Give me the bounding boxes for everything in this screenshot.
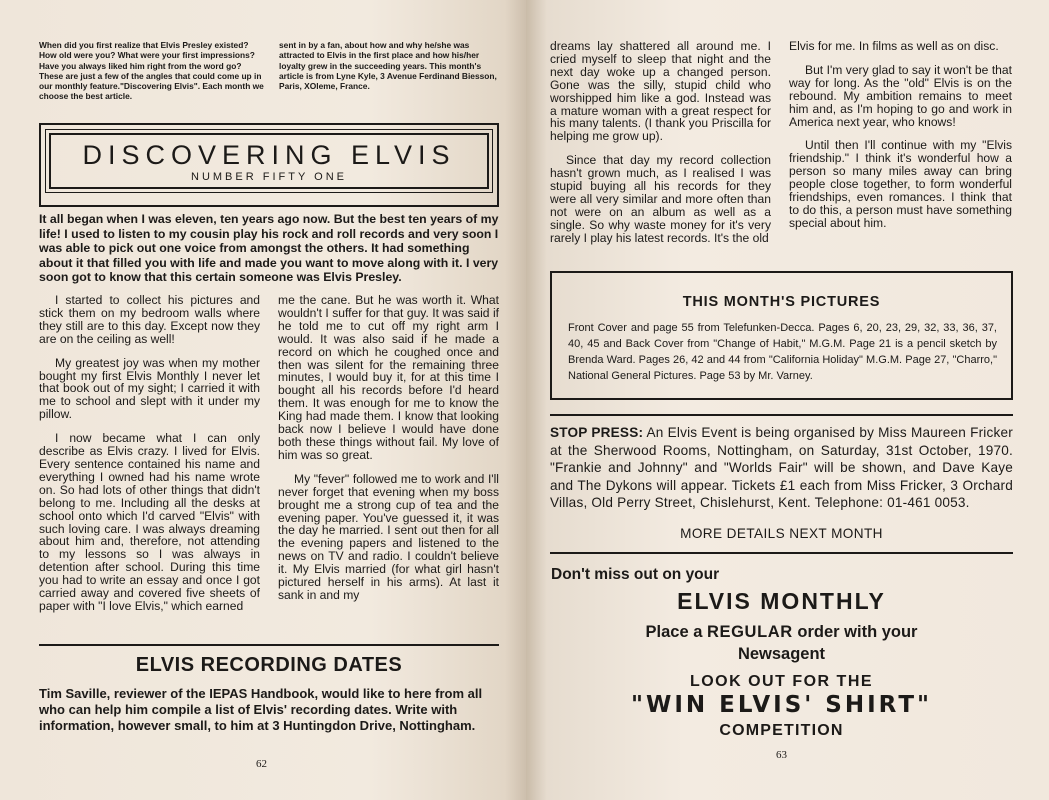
page-number-left: 62 (256, 758, 267, 770)
ad-line-5: LOOK OUT FOR THE (689, 673, 874, 690)
article-paragraph: But I'm very glad to say it won't be that way for long. As the "old" Elvis is on the rebound. My ambition remains to meet him and, as I'm hoping to go and work in America next year, who knows! (789, 62, 1012, 129)
lead-paragraph: It all began when I was eleven, ten years ago now. But the best ten years of my life! I used to listen to my cousin play his rock and roll records and very soon I was able to pick out one voice from amongst the others. It had something about it that filled you with life and made you want to move along with it. I very soon got to know that this certain someone was Elvis Presley. (39, 212, 499, 285)
article-paragraph: I started to collect his pictures and stick them on my bedroom walls where they still are to this day. Except now they are on the ceiling as well! (39, 293, 260, 346)
article-paragraph: Since that day my record collection hasn't grown much, as I realised I was stupid buying all his records for they were all very similar and more often than not were on an album as well as a single. So why waste money for it's very rarely I play his latest records. It's the old (550, 153, 771, 245)
feature-subtitle: NUMBER FIFTY ONE (191, 171, 347, 183)
article-paragraph: My "fever" followed me to work and I'll never forget that evening when my boss brought me a strong cup of tea and the evening paper. You've guessed it, it was the day he married. I sent out then for all the evening papers and listened to the news on TV and radio. I couldn't believe it. My Elvis married (for what girl hasn't pictured herself in his arms). At last it sank in and my (278, 471, 499, 602)
article-column-1 (39, 294, 260, 624)
pictures-credits-box (550, 271, 1013, 400)
ad-line-3-bold: REGULAR (707, 623, 793, 641)
divider-rule (550, 414, 1013, 416)
stop-press-label: STOP PRESS: (550, 425, 644, 440)
divider-rule (39, 644, 499, 646)
intro-note-col2: sent in by a fan, about how and why he/she was attracted to Elvis in the first place and how his/her loyalty grew in the succeeding years. This month's article is from Lyne Kyle, 3 Avenue Ferdinand Biesson, Paris, XOleme, France. (279, 40, 497, 92)
recording-dates-text: Tim Saville, reviewer of the IEPAS Handbook, would like to here from all who can help him compile a list of Elvis' recording dates. Write with information, however small, to him at 3 Huntingdon Drive, Nottingham. (39, 686, 483, 733)
article-paragraph: me the cane. But he was worth it. What wouldn't I suffer for that guy. It was said if he told me to cut off my right arm I would. It was also said if he made a record on which he coughed once and then was silent for the remaining three minutes, I would buy it, for at this time I bought all his records before I'd heard them. It was enough for me to know the King had made them. I know that looking back now I believe I would have done both these things without fail. My love of him was so great. (278, 293, 499, 462)
article-paragraph: dreams lay shattered all around me. I cried myself to sleep that night and the next day woke up a changed person. Gone was the silly, stupid child who worshipped him like a god. Instead was a mature woman with a great respect for his many talents. (I thank you Priscilla for helping me grow up). (550, 39, 771, 144)
article-continued-column-1 (550, 40, 771, 256)
pictures-heading: THIS MONTH'S PICTURES (682, 294, 881, 310)
article-continued-column-2 (789, 40, 1012, 241)
article-paragraph: My greatest joy was when my mother bought my first Elvis Monthly I never let that book out of my sight; I carried it with me to school and slept with it under my pillow. (39, 355, 260, 422)
intro-note-col1: When did you first realize that Elvis Presley existed? How old were you? What were your first impressions? Have you always liked him right from the word go? These are just a few of the angles that could come up in our monthly feature."Discovering Elvis". Each month we choose the best article. (39, 40, 264, 102)
pictures-credits-text: Front Cover and page 55 from Telefunken-Decca. Pages 6, 20, 23, 29, 32, 33, 36, 37, 40, 45 and Back Cover from "Change of Habit," M.G.M. Page 21 is a pencil sketch by Brenda Ward. Pages 26, 42 and 44 from "California Holiday" M.G.M. Page 27, "Charro," National General Pictures. Page 53 by Mr. Varney. (568, 322, 997, 382)
divider-rule (550, 552, 1013, 554)
article-paragraph: I now became what I can only describe as Elvis crazy. I lived for Elvis. Every sentence contained his name and everything I owned had his name wrote on. So had lots of other things that didn't belong to me. Including all the desks at school onto which I'd carved "Elvis" with such loving care. I was always dreaming about him and, therefore, not attending to my lessons so I was always in detention after school. During this time you had to write an essay and once I got carried away and covered five sheets of paper with "I love Elvis," which earned (39, 431, 260, 613)
article-paragraph: Until then I'll continue with my "Elvis friendship." I think it's wonderful how a person so many miles away can bring people close together, to form wonderful friendships, even romances. I think that to do this, a person must have something special about him. (789, 138, 1012, 230)
ad-line-3-pre: Place a (645, 623, 703, 641)
recording-dates-heading: ELVIS RECORDING DATES (135, 654, 403, 676)
stop-press-text: An Elvis Event is being organised by Miss Maureen Fricker at the Sherwood Rooms, Nottingham, on Saturday, 31st October, 1970. "Frankie and Johnny" and "Worlds Fair" will be shown, and Dave Kaye and The Dykons will appear. Tickets £1 each from Miss Fricker, 3 Orchard Villas, Old Perry Street, Chislehurst, Kent. Telephone: 01-461 0053. (550, 425, 1013, 510)
ad-line-2: ELVIS MONTHLY (677, 588, 886, 614)
ad-line-3-post: order with your (797, 623, 918, 641)
right-page (526, 0, 1049, 800)
ad-line-1: Don't miss out on your (551, 566, 720, 583)
ad-line-7: COMPETITION (719, 722, 844, 739)
article-paragraph: Elvis for me. In films as well as on disc. (789, 39, 999, 53)
feature-title-frame (39, 123, 499, 207)
stop-press (550, 424, 1013, 512)
more-details-note: MORE DETAILS NEXT MONTH (680, 526, 883, 541)
ad-line-6: "WIN ELVIS' SHIRT" (630, 692, 933, 718)
feature-title: DISCOVERING ELVIS (82, 140, 456, 170)
ad-line-3 (550, 623, 1013, 642)
page-number-right: 63 (776, 749, 787, 761)
article-column-2 (278, 294, 499, 613)
ad-line-4: Newsagent (737, 645, 826, 663)
